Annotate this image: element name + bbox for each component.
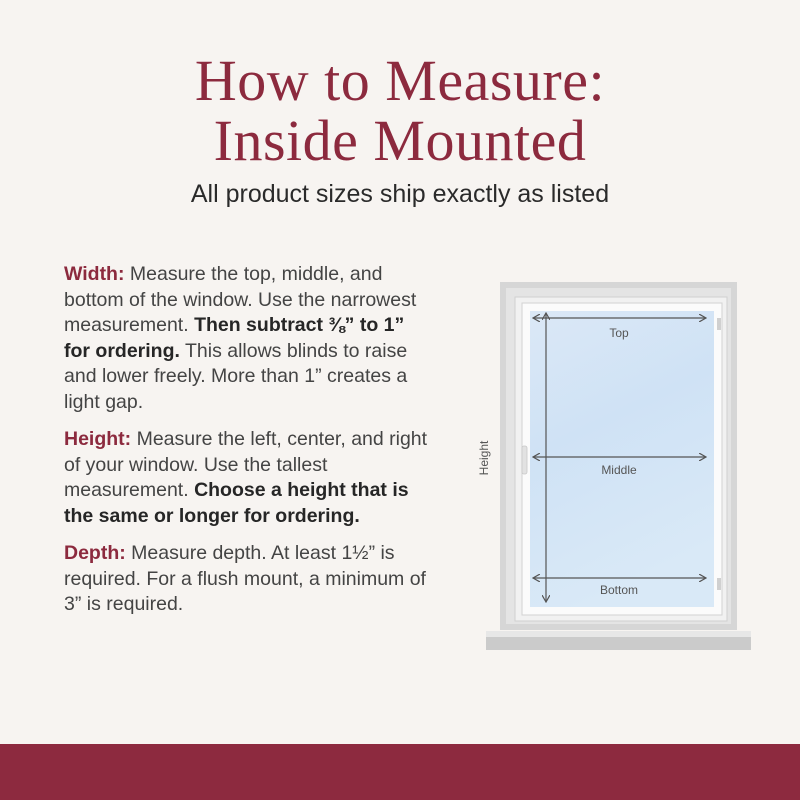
top-label: Top <box>609 326 629 340</box>
hinge-bottom <box>717 578 721 590</box>
width-label: Width: <box>64 263 125 285</box>
page-title-line-2: Inside Mounted <box>213 108 587 173</box>
window-handle <box>522 446 527 474</box>
height-bold-text: Choose a height that is the same or longer for ordering. <box>64 479 409 527</box>
page-subtitle: All product sizes ship exactly as listed <box>190 180 610 208</box>
hinge-top <box>717 318 721 330</box>
window-sill <box>486 637 751 650</box>
depth-text: Measure depth. At least 1½” is required. For a flush mount, a minimum of 3” is required. <box>64 542 426 615</box>
depth-label: Depth: <box>64 542 126 564</box>
footer-band <box>0 744 800 800</box>
middle-label: Middle <box>601 463 637 477</box>
width-text-2: This allows blinds to raise and lower freely. More than 1” creates a light gap. <box>64 339 408 413</box>
width-bold-text: Then subtract ⅜” to 1” for ordering. <box>64 314 405 362</box>
height-text: Measure the left, center, and right of your window. Use the tallest measurement. <box>64 428 428 501</box>
height-label-rotated: Height <box>477 440 491 476</box>
height-label: Height: <box>64 428 132 450</box>
page-title-line-1: How to Measure: <box>194 48 606 113</box>
bottom-label: Bottom <box>599 583 639 597</box>
width-text: Measure the top, middle, and bottom of the window. Use the narrowest measurement. <box>64 263 417 336</box>
window-sill-top <box>486 631 751 637</box>
window-glass <box>530 311 714 607</box>
